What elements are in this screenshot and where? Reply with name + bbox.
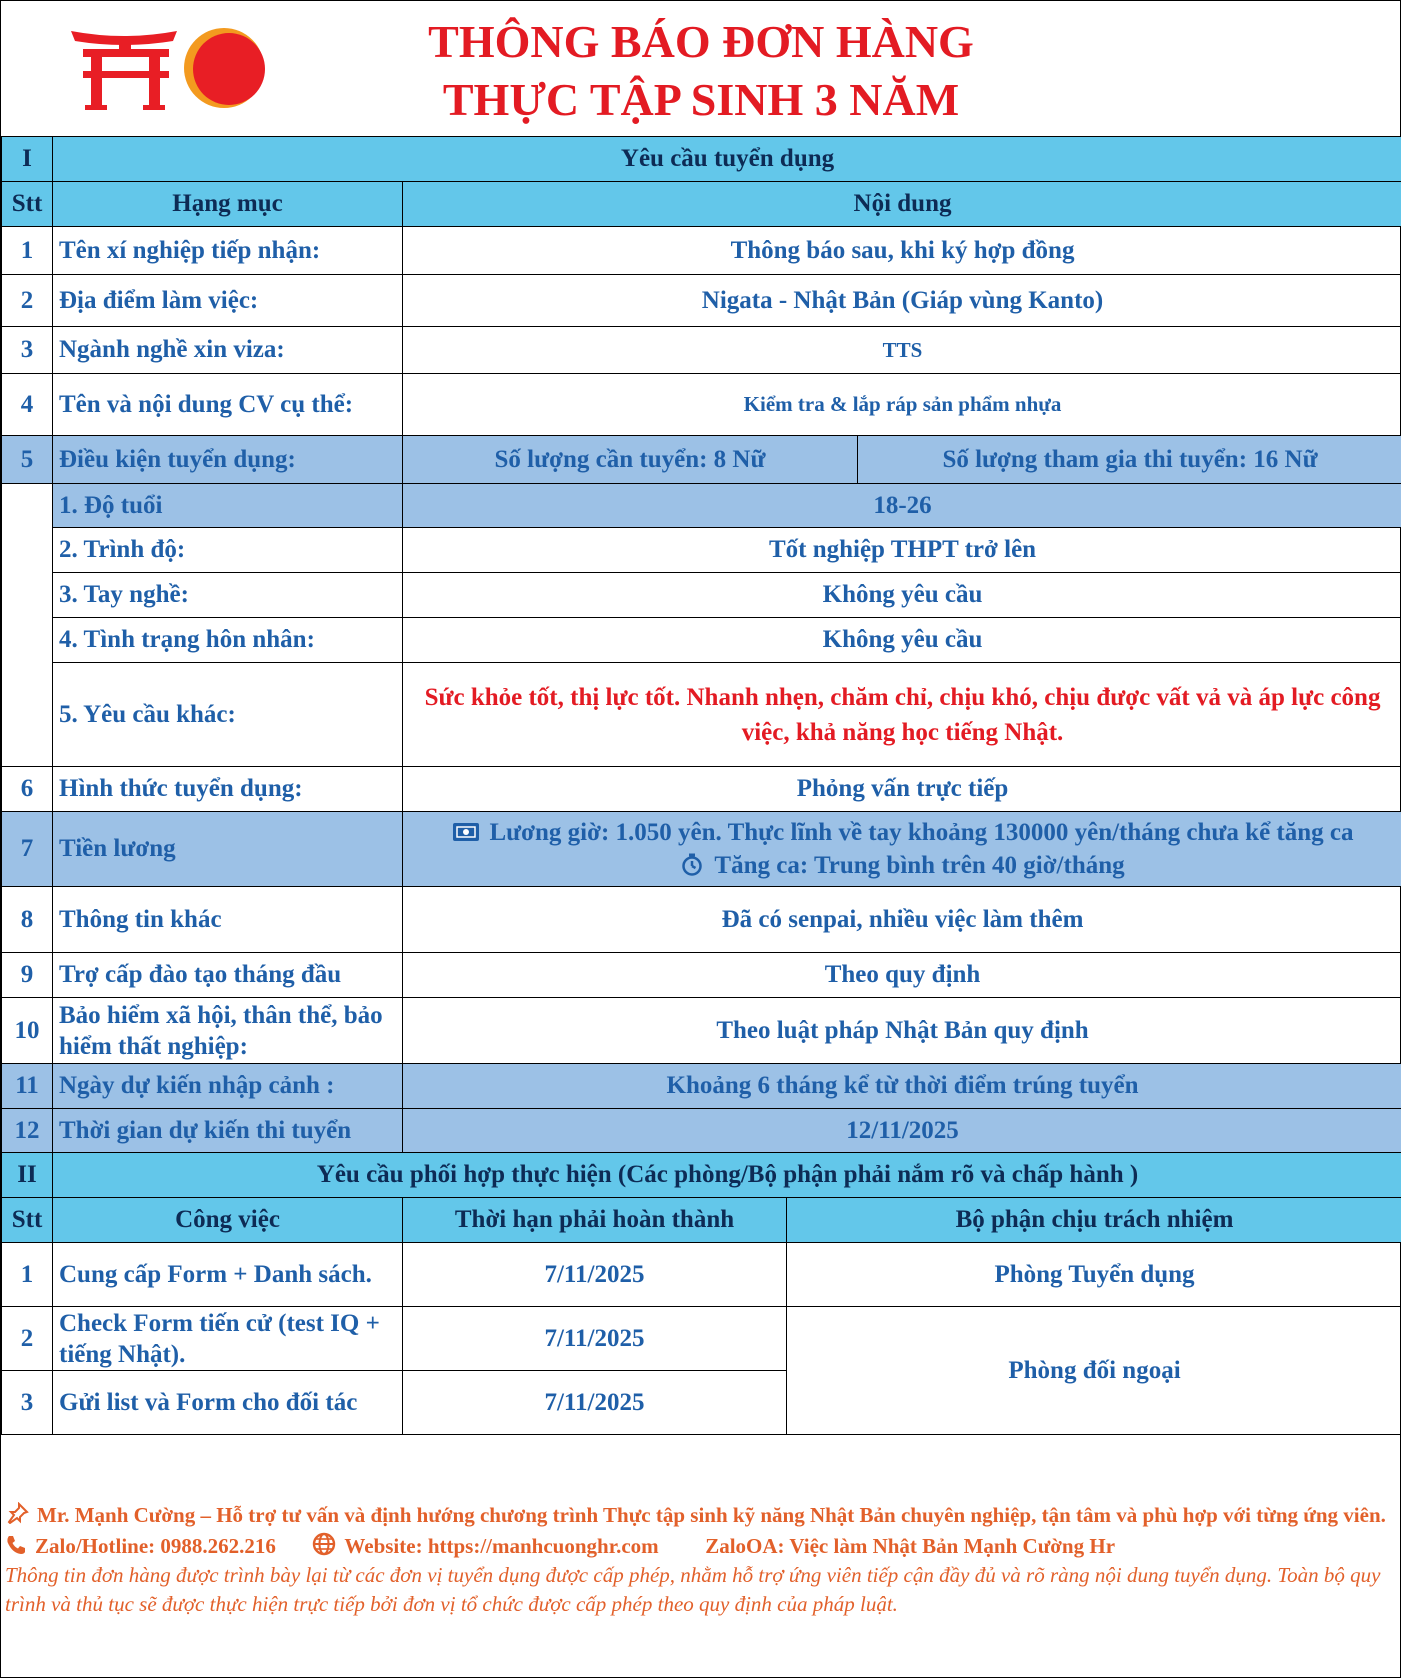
- table-row: [2, 275, 1401, 327]
- task-stt: 2: [2, 1307, 53, 1371]
- row-label: Hình thức tuyển dụng:: [53, 767, 403, 812]
- stopwatch-icon: [680, 852, 704, 876]
- section1-title: Yêu cầu tuyển dụng: [53, 137, 1401, 182]
- table-row: [2, 767, 1401, 812]
- task-stt: 1: [2, 1243, 53, 1307]
- condition-spacer: [2, 484, 53, 767]
- row-value: TTS: [403, 327, 1401, 374]
- footer-intro-text: Mr. Mạnh Cường – Hỗ trợ tư vấn và định hướng chương trình Thực tập sinh kỹ năng Nhật Bản chuyên nghiệp, tận tâm và phù hợp với từng ứng viên.: [37, 1503, 1386, 1527]
- col-department: Bộ phận chịu trách nhiệm: [787, 1198, 1401, 1243]
- condition-label: 4. Tình trạng hôn nhân:: [53, 618, 403, 663]
- task-deadline: 7/11/2025: [403, 1307, 787, 1371]
- row-label: Địa điểm làm việc:: [53, 275, 403, 327]
- row-stt: 1: [2, 227, 53, 275]
- row-value: Kiểm tra & lắp ráp sản phẩm nhựa: [403, 374, 1401, 436]
- section2-column-headers: [2, 1198, 1401, 1243]
- overtime-text: Tăng ca: Trung bình trên 40 giờ/tháng: [714, 852, 1125, 879]
- condition-row: [2, 618, 1401, 663]
- table-row: [2, 1109, 1401, 1154]
- row-value: 12/11/2025: [403, 1109, 1401, 1154]
- condition-value: Không yêu cầu: [403, 573, 1401, 618]
- page-title-line1: THÔNG BÁO ĐƠN HÀNG: [428, 16, 974, 67]
- table-row: [2, 998, 1401, 1064]
- row-value: Nigata - Nhật Bản (Giáp vùng Kanto): [403, 275, 1401, 327]
- row-stt: 5: [2, 436, 53, 484]
- col-content: Nội dung: [403, 182, 1401, 227]
- task-name: Cung cấp Form + Danh sách.: [53, 1243, 403, 1307]
- salary-line-1: [405, 816, 1400, 849]
- row-value: Phỏng vấn trực tiếp: [403, 767, 1401, 812]
- table-row: [2, 1064, 1401, 1109]
- table-row: [2, 227, 1401, 275]
- condition-label: 5. Yêu cầu khác:: [53, 663, 403, 767]
- task-deadline: 7/11/2025: [403, 1243, 787, 1307]
- condition-value: Tốt nghiệp THPT trở lên: [403, 528, 1401, 573]
- condition-value: Không yêu cầu: [403, 618, 1401, 663]
- row-label: Trợ cấp đào tạo tháng đầu: [53, 953, 403, 998]
- row-stt: 9: [2, 953, 53, 998]
- condition-label: 1. Độ tuổi: [53, 484, 403, 528]
- recruitment-requirements-table: [1, 136, 1401, 1154]
- table-row: [2, 887, 1401, 953]
- row-value: Theo luật pháp Nhật Bản quy định: [403, 998, 1401, 1064]
- coordination-table: [1, 1152, 1401, 1435]
- task-stt: 3: [2, 1371, 53, 1435]
- condition-row: [2, 528, 1401, 573]
- row-value: Thông báo sau, khi ký hợp đồng: [403, 227, 1401, 275]
- quantity-exam: Số lượng tham gia thi tuyển: 16 Nữ: [858, 436, 1401, 484]
- row-stt: 7: [2, 812, 53, 887]
- col-deadline: Thời hạn phải hoàn thành: [403, 1198, 787, 1243]
- condition-label: 3. Tay nghề:: [53, 573, 403, 618]
- footer-disclaimer: Thông tin đơn hàng được trình bày lại từ các đơn vị tuyển dụng được cấp phép, nhằm hỗ trợ ứng viên tiếp cận đầy đủ và rõ ràng nội dung tuyển dụng. Toàn bộ quy trình và thủ tục sẽ được thực hiện trực tiếp bởi đơn vị tổ chức được cấp phép theo quy định của pháp luật.: [5, 1563, 1381, 1616]
- row-label: Ngành nghề xin viza:: [53, 327, 403, 374]
- footer-intro: [5, 1501, 1400, 1530]
- salary-hourly-text: Lương giờ: 1.050 yên. Thực lĩnh về tay khoảng 130000 yên/tháng chưa kể tăng ca: [489, 819, 1354, 846]
- quantity-needed: Số lượng cần tuyển: 8 Nữ: [403, 436, 858, 484]
- torii-gate-logo: [69, 25, 269, 120]
- table-row: [2, 327, 1401, 374]
- task-row: [2, 1243, 1401, 1307]
- money-icon: [452, 821, 480, 843]
- condition-row: [2, 484, 1401, 528]
- row-stt: 6: [2, 767, 53, 812]
- condition-row: [2, 573, 1401, 618]
- salary-value: [403, 812, 1401, 887]
- condition-label: 2. Trình độ:: [53, 528, 403, 573]
- salary-row: [2, 812, 1401, 887]
- section1-column-headers: [2, 182, 1401, 227]
- table-row: [2, 953, 1401, 998]
- row-value: Đã có senpai, nhiều việc làm thêm: [403, 887, 1401, 953]
- section1-roman: I: [2, 137, 53, 182]
- col-stt: Stt: [2, 182, 53, 227]
- task-name: Gửi list và Form cho đối tác: [53, 1371, 403, 1435]
- row-value: Khoảng 6 tháng kể từ thời điểm trúng tuyển: [403, 1064, 1401, 1109]
- row-stt: 4: [2, 374, 53, 436]
- section2-header-row: [2, 1153, 1401, 1198]
- section2-roman: II: [2, 1153, 53, 1198]
- row-stt: 10: [2, 998, 53, 1064]
- task-department: Phòng Tuyển dụng: [787, 1243, 1401, 1307]
- task-department: Phòng đối ngoại: [787, 1307, 1401, 1435]
- row-stt: 8: [2, 887, 53, 953]
- globe-icon: [312, 1532, 336, 1556]
- row-label: Thông tin khác: [53, 887, 403, 953]
- row-stt: 12: [2, 1109, 53, 1154]
- row-label: Tên và nội dung CV cụ thể:: [53, 374, 403, 436]
- footer: [5, 1501, 1400, 1619]
- row-value: Theo quy định: [403, 953, 1401, 998]
- hotline-text[interactable]: Zalo/Hotline: 0988.262.216: [35, 1534, 276, 1558]
- row-stt: 2: [2, 275, 53, 327]
- condition-value: 18-26: [403, 484, 1401, 528]
- task-row: [2, 1307, 1401, 1371]
- task-name: Check Form tiến cử (test IQ + tiếng Nhật).: [53, 1307, 403, 1371]
- row-stt: 3: [2, 327, 53, 374]
- row-label: Bảo hiểm xã hội, thân thể, bảo hiểm thất nghiệp:: [53, 998, 403, 1064]
- row-stt: 11: [2, 1064, 53, 1109]
- condition-row: [2, 663, 1401, 767]
- task-deadline: 7/11/2025: [403, 1371, 787, 1435]
- row-label: Tiền lương: [53, 812, 403, 887]
- col-item: Hạng mục: [53, 182, 403, 227]
- row-label: Điều kiện tuyển dụng:: [53, 436, 403, 484]
- page-title-line2: THỰC TẬP SINH 3 NĂM: [442, 74, 960, 125]
- condition-value: Sức khỏe tốt, thị lực tốt. Nhanh nhẹn, chăm chỉ, chịu khó, chịu được vất vả và áp lực công việc, khả năng học tiếng Nhật.: [403, 663, 1401, 767]
- conditions-row: [2, 436, 1401, 484]
- website-link[interactable]: Website: https://manhcuonghr.com: [344, 1534, 659, 1558]
- row-label: Thời gian dự kiến thi tuyển: [53, 1109, 403, 1154]
- phone-icon: [5, 1534, 27, 1556]
- zalo-oa-text[interactable]: ZaloOA: Việc làm Nhật Bản Mạnh Cường Hr: [705, 1534, 1116, 1558]
- section1-header-row: [2, 137, 1401, 182]
- col-stt: Stt: [2, 1198, 53, 1243]
- pushpin-icon: [5, 1502, 29, 1524]
- footer-contacts: [5, 1532, 1400, 1561]
- row-label: Tên xí nghiệp tiếp nhận:: [53, 227, 403, 275]
- section2-title: Yêu cầu phối hợp thực hiện (Các phòng/Bộ phận phải nắm rõ và chấp hành ): [53, 1153, 1401, 1198]
- header: [1, 1, 1401, 136]
- salary-line-2: [405, 849, 1400, 882]
- table-row: [2, 374, 1401, 436]
- row-label: Ngày dự kiến nhập cảnh :: [53, 1064, 403, 1109]
- col-task: Công việc: [53, 1198, 403, 1243]
